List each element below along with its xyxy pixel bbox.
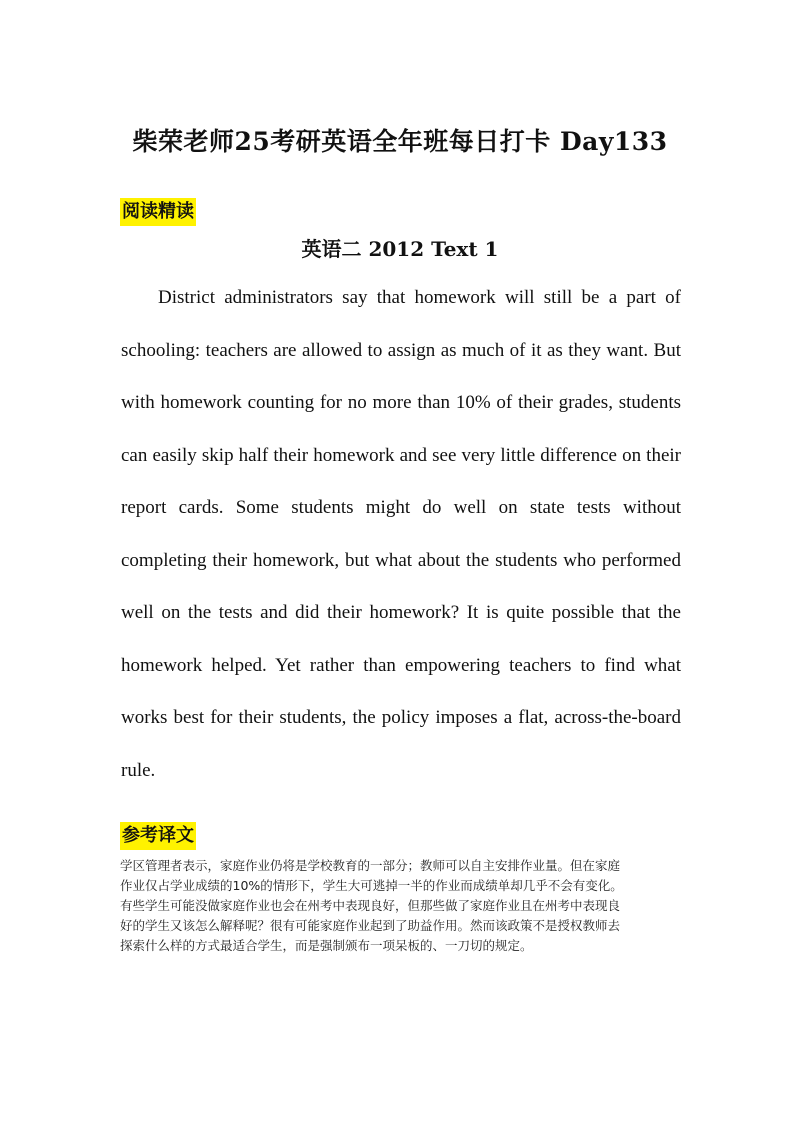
passage-line: rule. [121, 759, 156, 781]
translation-body [120, 856, 682, 956]
translation-line: 有些学生可能没做家庭作业也会在州考中表现良好，但那些做了家庭作业且在州考中表现良 [120, 898, 621, 913]
translation-line: 学区管理者表示，家庭作业仍将是学校教育的一部分；教师可以自主安排作业量。但在家庭 [120, 858, 621, 873]
section-label-translation: 参考译文 [120, 822, 196, 850]
translation-line: 探索什么样的方式最适合学生，而是强制颁布一项呆板的、一刀切的规定。 [120, 938, 533, 953]
section-label-reading: 阅读精读 [120, 198, 196, 226]
passage-line: well on the tests and did their homework? It is quite possible that the [121, 602, 681, 623]
translation-line: 作业仅占学业成绩的10%的情形下，学生大可逃掉一半的作业而成绩单却几乎不会有变化。 [120, 878, 623, 893]
passage-line: works best for their students, the policy imposes a flat, across-the-board [121, 707, 681, 728]
passage-line: with homework counting for no more than 10% of their grades, students [121, 392, 681, 413]
passage-line: homework helped. Yet rather than empowering teachers to find what [121, 654, 681, 676]
passage-line: completing their homework, but what about the students who performed [121, 549, 681, 571]
passage-line: report cards. Some students might do well on state tests without [121, 497, 681, 518]
page-title: 柴荣老师25考研英语全年班每日打卡 Day133 [132, 127, 668, 156]
translation-line: 好的学生又该怎么解释呢？很有可能家庭作业起到了助益作用。然而该政策不是授权教师去 [120, 918, 621, 933]
passage-line: can easily skip half their homework and see very little difference on their [121, 444, 681, 466]
passage-body [121, 276, 681, 801]
passage-line: District administrators say that homework will still be a part of [158, 287, 681, 308]
passage-heading: 英语二 2012 Text 1 [301, 237, 499, 261]
passage-line: schooling: teachers are allowed to assign as much of it as they want. But [121, 339, 681, 361]
